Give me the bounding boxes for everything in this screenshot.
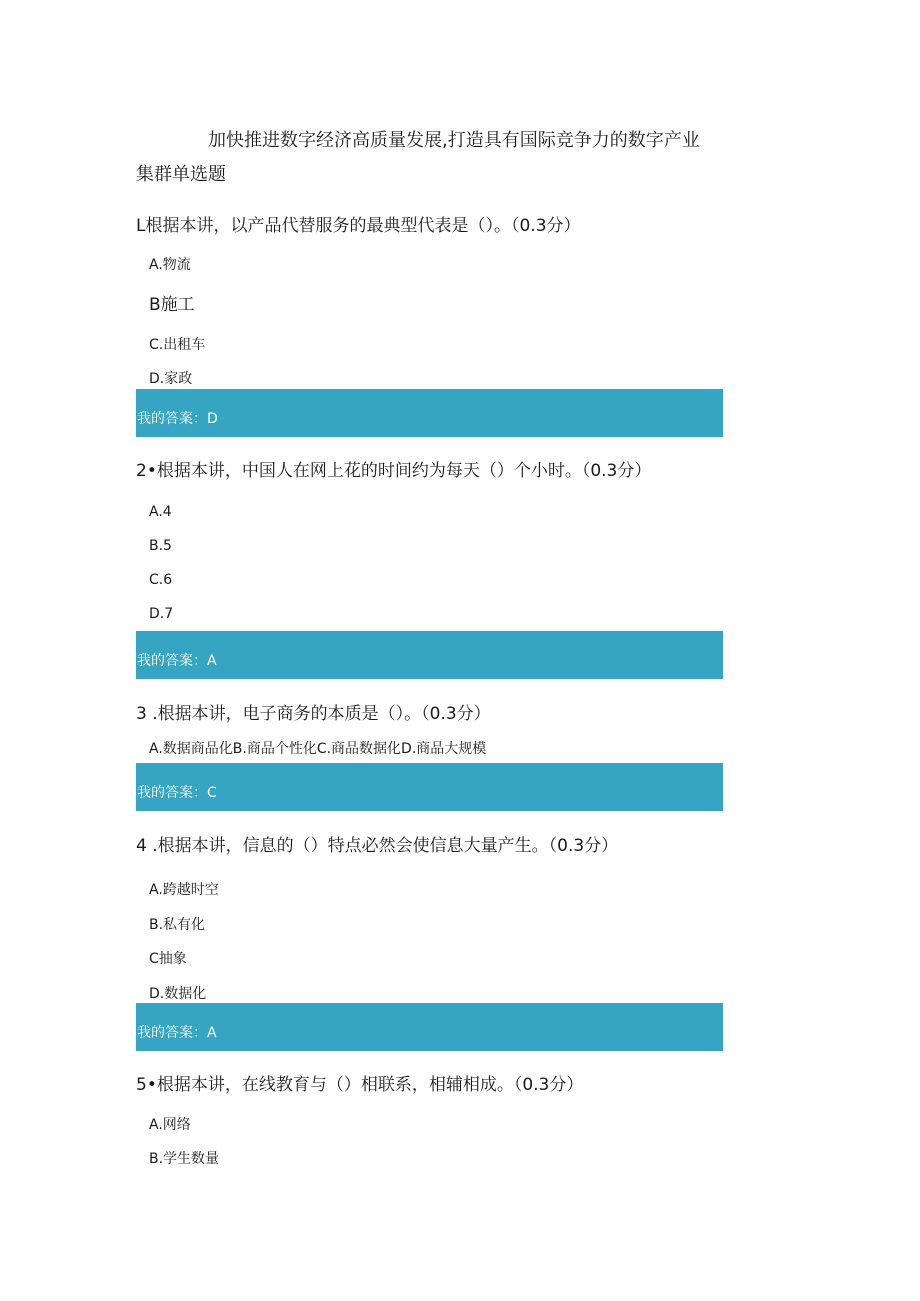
question-stem: 3 .根据本讲，电子商务的本质是（）。（0.3分）: [136, 704, 491, 724]
option-d[interactable]: D.家政: [149, 371, 193, 387]
answer-bar: [136, 389, 723, 437]
question-stem: 5•根据本讲，在线教育与（）相联系，相辅相成。（0.3分）: [136, 1075, 584, 1095]
option-d[interactable]: D.7: [149, 606, 174, 622]
question-stem: 4 .根据本讲，信息的（）特点必然会使信息大量产生。（0.3分）: [136, 836, 619, 856]
answer-bar: [136, 631, 723, 679]
option-a[interactable]: A.数据商品化B.商品个性化C.商品数据化D.商品大规模: [149, 741, 487, 757]
option-a[interactable]: A.网络: [149, 1117, 191, 1133]
question-stem: 2•根据本讲，中国人在网上花的时间约为每天（）个小时。（0.3分）: [136, 461, 652, 481]
question-stem: L根据本讲，以产品代替服务的最典型代表是（）。（0.3分）: [136, 216, 581, 236]
option-c[interactable]: C.6: [149, 572, 173, 588]
option-c[interactable]: C抽象: [149, 951, 187, 967]
option-b[interactable]: B.5: [149, 538, 172, 554]
answer-bar: [136, 1003, 723, 1051]
option-b[interactable]: B施工: [149, 295, 195, 315]
answer-bar: [136, 763, 723, 811]
title-line-2: 集群单选题: [136, 164, 226, 185]
option-a[interactable]: A.4: [149, 504, 172, 520]
title-line-1: 加快推进数字经济高质量发展,打造具有国际竞争力的数字产业: [208, 130, 700, 151]
option-b[interactable]: B.私有化: [149, 917, 206, 933]
my-answer: 我的答案：C: [137, 785, 217, 801]
option-c[interactable]: C.出租车: [149, 337, 206, 353]
option-d[interactable]: D.数据化: [149, 986, 207, 1002]
option-b[interactable]: B.学生数量: [149, 1151, 220, 1167]
my-answer: 我的答案：D: [137, 411, 218, 427]
my-answer: 我的答案：A: [137, 1025, 217, 1041]
option-a[interactable]: A.跨越时空: [149, 882, 219, 898]
option-a[interactable]: A.物流: [149, 257, 191, 273]
my-answer: 我的答案：A: [137, 653, 217, 669]
